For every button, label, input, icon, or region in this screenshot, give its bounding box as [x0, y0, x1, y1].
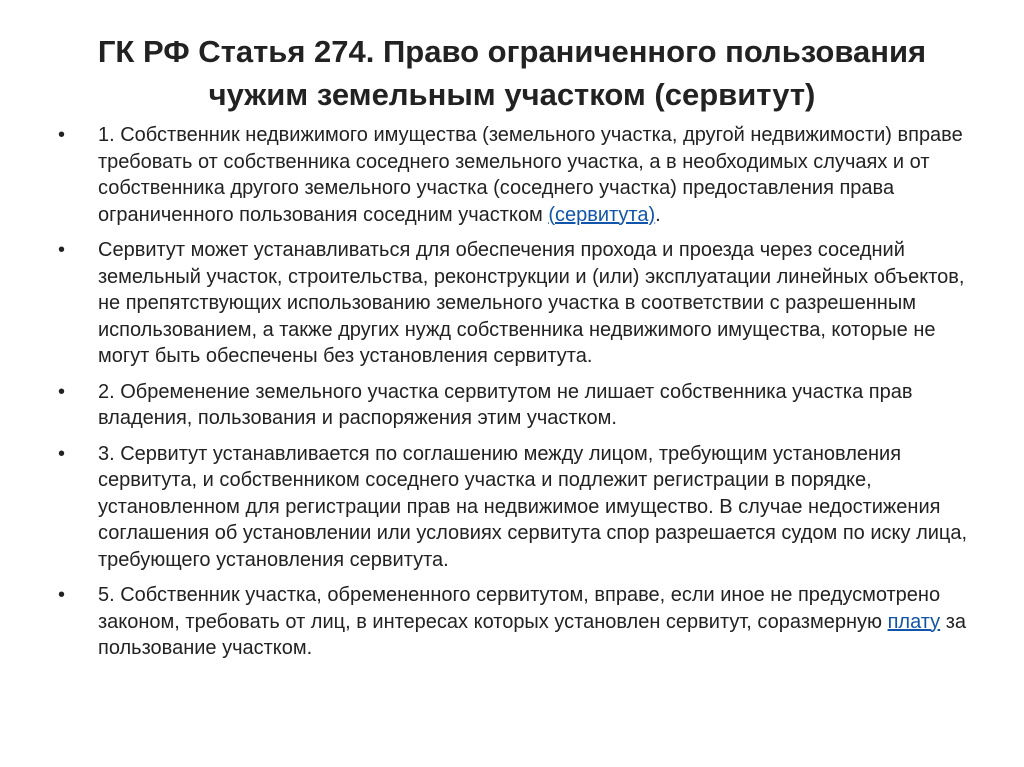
- bullet-item-3: [58, 379, 978, 432]
- bullet-text-end: за пользование участком.: [98, 610, 966, 659]
- bullet-text-end: .: [655, 203, 661, 226]
- bullet-text: 5. Собственник участка, обремененного сервитутом, вправе, если иное не предусмотрено законом, требовать от лиц, в интересах которых установлен сервитут, соразмерную: [98, 584, 941, 633]
- bullet-item-2: [58, 237, 978, 370]
- bullet-text: 2. Обременение земельного участка сервитутом не лишает собственника участка прав владения, пользования и распоряжения этим участком.: [98, 380, 913, 429]
- bullet-marker: •: [58, 239, 66, 261]
- bullet-marker: •: [58, 380, 66, 403]
- slide-title: [40, 30, 984, 116]
- title-line-1: ГК РФ Статья 274. Право ограниченного пользования: [97, 34, 927, 69]
- bullet-marker: •: [58, 442, 66, 465]
- bullet-text: Сервитут может устанавливаться для обеспечения прохода и проезда через соседний земельный участок, строительства, реконструкции и (или) эксплуатации линейных объектов, не препятствующих использованию земельного участка в соответствии с разрешенным использованием, а также других нужд собственника недвижимого имущества, которые не могут быть обеспечены без установления сервитута.: [98, 239, 965, 367]
- bullet-list: [58, 122, 978, 671]
- title-line-2: чужим земельным участком (сервитут): [208, 77, 816, 112]
- servitude-link[interactable]: (сервитута): [548, 203, 656, 226]
- bullet-item-1: [58, 122, 978, 228]
- bullet-text: 1. Собственник недвижимого имущества (земельного участка, другой недвижимости) вправе требовать от собственника соседнего земельного участка, а в необходимых случаях и от собственника другого земельного участка (соседнего участка) предоставления права ограниченного пользования соседним участком: [98, 124, 963, 226]
- payment-link[interactable]: плату: [887, 610, 941, 633]
- bullet-marker: •: [58, 584, 66, 606]
- bullet-marker: •: [58, 124, 66, 146]
- bullet-text: 3. Сервитут устанавливается по соглашению между лицом, требующим установления сервитута, и собственником соседнего участка и подлежит регистрации в порядке, установленном для регистрации прав на недвижимое имущество. В случае недостижения соглашения об установлении или условиях сервитута спор разрешается судом по иску лица, требующего установления сервитута.: [98, 442, 968, 571]
- bullet-item-4: [58, 441, 978, 574]
- bullet-item-5: [58, 582, 978, 662]
